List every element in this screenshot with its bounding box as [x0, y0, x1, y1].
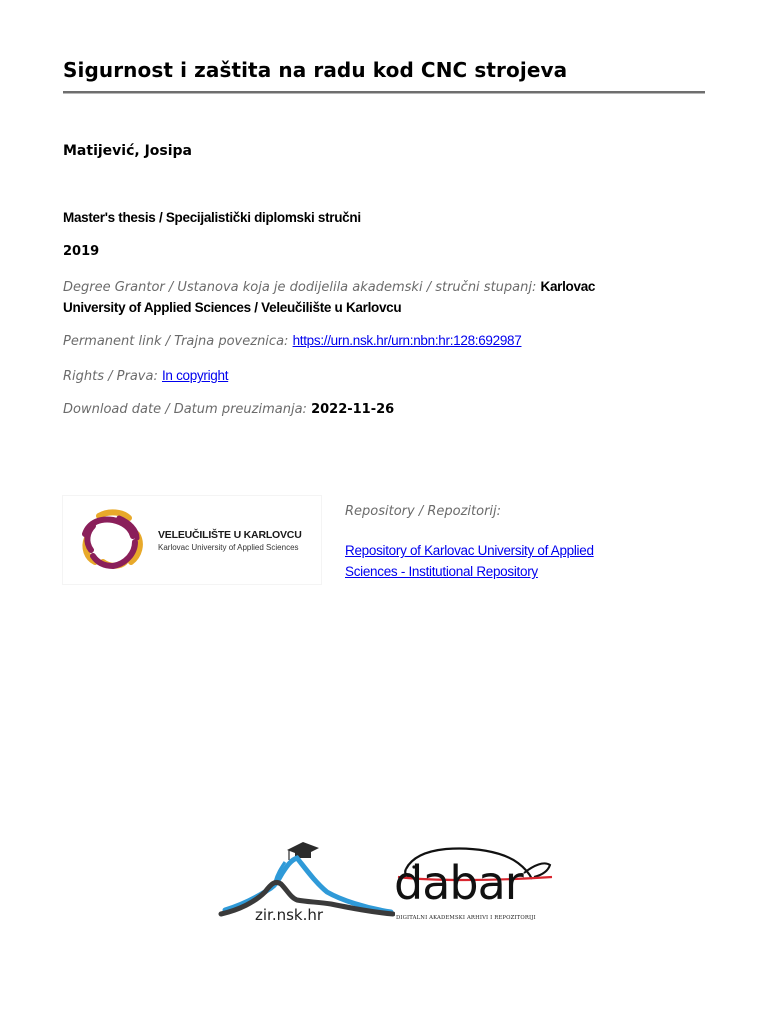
dabar-logo-subtitle: DIGITALNI AKADEMSKI ARHIVI I REPOZITORIJI: [396, 915, 536, 921]
degree-grantor-label: Degree Grantor / Ustanova koja je dodijelila akademski / stručni stupanj:: [63, 280, 537, 295]
institution-logo-subtitle: Karlovac University of Applied Sciences: [158, 543, 299, 552]
download-date-value: 2022-11-26: [311, 402, 395, 417]
download-date-label: Download date / Datum preuzimanja:: [63, 402, 307, 417]
repository-link[interactable]: Repository of Karlovac University of Applied Sciences - Institutional Repository: [345, 543, 594, 579]
degree-grantor-value-line1: Karlovac: [540, 279, 596, 294]
repository-label: Repository / Repozitorij:: [345, 504, 502, 519]
rights-row: [63, 365, 228, 387]
degree-grantor-value-line2: University of Applied Sciences / Veleučilište u Karlovcu: [63, 300, 402, 315]
zir-logo-text: zir.nsk.hr: [255, 906, 324, 924]
institution-emblem-icon: [79, 508, 145, 570]
document-year: 2019: [63, 244, 100, 259]
institution-logo-name: VELEUČILIŠTE U KARLOVCU: [158, 529, 302, 541]
document-type: Master's thesis / Specijalistički diplomski stručni: [63, 210, 361, 225]
permanent-link[interactable]: https://urn.nsk.hr/urn:nbn:hr:128:692987: [292, 333, 522, 348]
institution-logo: [63, 496, 321, 584]
title-divider: [63, 91, 705, 94]
permanent-link-label: Permanent link / Trajna poveznica:: [63, 334, 289, 349]
document-title: Sigurnost i zaštita na radu kod CNC strojeva: [63, 58, 568, 82]
rights-label: Rights / Prava:: [63, 369, 158, 384]
download-date-row: [63, 399, 394, 420]
permanent-link-row: [63, 330, 521, 352]
degree-grantor-row: [63, 276, 595, 298]
author-name: Matijević, Josipa: [63, 143, 193, 159]
dabar-logo-word: dabar: [394, 856, 523, 910]
rights-link[interactable]: In copyright: [161, 368, 229, 383]
